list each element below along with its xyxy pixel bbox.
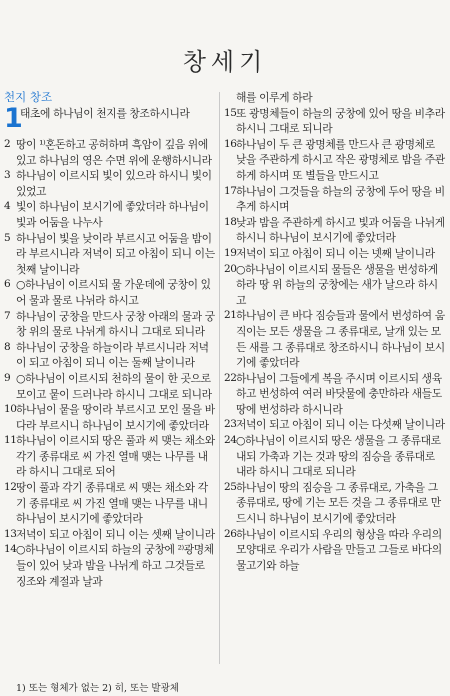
verse [224, 215, 446, 246]
verse-text: 태초에 하나님이 천지를 창조하시니라 [20, 107, 190, 120]
verse-number: 9 [4, 371, 11, 384]
verse [4, 168, 216, 199]
verse-number: 22 [224, 371, 237, 384]
verse [4, 137, 216, 168]
verse [4, 433, 216, 480]
verse-text: 하나님이 궁창을 만드사 궁창 아래의 물과 궁창 위의 물로 나뉘게 하시니 그대로 되니라 [16, 309, 215, 339]
verse-text: 하나님이 궁창을 하늘이라 부르시니라 저녁이 되고 아침이 되니 이는 둘째 날이니라 [16, 340, 209, 370]
verse-number: 7 [4, 309, 11, 322]
verse-text: ○하나님이 이르시되 하늘의 궁창에 ²⁾광명체들이 있어 낮과 밤을 나뉘게 하고 그것들로 징조와 계절과 날과 [16, 543, 214, 588]
verse [224, 527, 446, 574]
verse [224, 137, 446, 184]
verse-number: 19 [224, 246, 237, 259]
verse-number: 10 [4, 403, 17, 416]
verse-text: ○하나님이 이르시되 물 가운데에 궁창이 있어 물과 물로 나뉘라 하시고 [16, 278, 211, 307]
verse [224, 246, 446, 262]
verse-text: 낮과 밤을 주관하게 하시고 빛과 어둠을 나뉘게 하시니 하나님이 보시기에 좋았더라 [236, 215, 445, 245]
verse-text: ○하나님이 이르시되 천하의 물이 한 곳으로 모이고 뭍이 드러나라 하시니 그대로 되니라 [16, 371, 212, 401]
verse [4, 340, 216, 371]
verse-text: 하나님이 그것들을 하늘의 궁창에 두어 땅을 비추게 하시며 [236, 184, 445, 214]
verse [224, 417, 446, 433]
verse-number: 6 [4, 278, 11, 291]
verse-number: 25 [224, 480, 237, 493]
verse [224, 262, 446, 309]
verse-number: 15 [224, 106, 237, 119]
verse-number: 2 [4, 138, 11, 150]
verse-number: 17 [224, 184, 237, 197]
verse-text: 저녁이 되고 아침이 되니 이는 셋째 날이니라 [16, 527, 215, 541]
verse [4, 402, 216, 433]
verse [4, 199, 216, 230]
verse [224, 433, 446, 480]
verse [4, 231, 216, 278]
verse-text: 하나님이 이르시되 우리의 형상을 따라 우리의 모양대로 우리가 사람을 만들고 그들로 바다의 물고기와 하늘 [236, 527, 442, 572]
verse [224, 480, 446, 527]
verse-text: 하나님이 이르시되 땅은 풀과 씨 맺는 채소와 각기 종류대로 씨 가진 열매 맺는 나무를 내라 하시니 그대로 되어 [16, 434, 215, 479]
verse [224, 308, 446, 370]
verse-number: 21 [224, 309, 237, 322]
verse-number: 8 [4, 340, 11, 353]
verse-number: 5 [4, 231, 11, 244]
chapter-number: 1 [4, 103, 23, 134]
verse-text: 하나님이 큰 바다 짐승들과 물에서 번성하여 움직이는 모든 생물을 그 종류대로, 날개 있는 모든 새를 그 종류대로 창조하시니 하나님이 보시기에 좋았더라 [236, 309, 445, 370]
verse-text: 하나님이 땅의 짐승을 그 종류대로, 가축을 그 종류대로, 땅에 기는 모든 것을 그 종류대로 만드시니 하나님이 보시기에 좋았더라 [236, 480, 441, 526]
verse [4, 309, 216, 340]
verse [4, 480, 216, 527]
verse-text: 하나님이 빛을 낮이라 부르시고 어둠을 밤이라 부르시니라 저녁이 되고 아침이 되니 이는 첫째 날이니라 [16, 231, 215, 276]
verse-text: 저녁이 되고 아침이 되니 이는 다섯째 날이니라 [236, 418, 445, 432]
verse-text: 빛이 하나님이 보시기에 좋았더라 하나님이 빛과 어둠을 나누사 [16, 200, 209, 229]
verse-number: 3 [4, 169, 11, 182]
verse [4, 277, 216, 308]
verse-text: 땅이 풀과 각기 종류대로 씨 맺는 채소와 각기 종류대로 씨 가진 열매 맺는 나무를 내니 하나님이 보시기에 좋았더라 [16, 481, 208, 526]
verse-text: 해를 이루게 하라 [236, 91, 313, 104]
verse [4, 542, 216, 589]
verse [224, 90, 446, 106]
verse-number: 14 [4, 543, 17, 556]
verse [4, 371, 216, 402]
book-title: 창세기 [182, 48, 268, 76]
section-heading: 천지 창조 [4, 90, 53, 104]
verse-text: 또 광명체들이 하늘의 궁창에 있어 땅을 비추라 하시니 그대로 되니라 [236, 106, 445, 136]
column-divider [219, 92, 220, 664]
verse-number: 11 [4, 434, 17, 447]
verse-text: 하나님이 그들에게 복을 주시며 이르시되 생육하고 번성하여 여러 바닷물에 충만하라 새들도 땅에 번성하라 하시니라 [236, 371, 442, 416]
verse [224, 371, 446, 418]
verse-number: 20 [224, 262, 237, 275]
verse-text: 땅이 ¹⁾혼돈하고 공허하며 흑암이 깊음 위에 있고 하나님의 영은 수면 위에 운행하시니라 [16, 138, 212, 167]
verse [224, 106, 446, 137]
footnote: 1) 또는 형체가 없는 2) 히, 또는 발광체 [16, 683, 179, 694]
verse-text: 하나님이 뭍을 땅이라 부르시고 모인 물을 바다라 부르시니 하나님이 보시기에 좋았더라 [16, 403, 215, 432]
right-column [224, 90, 446, 573]
verse-text: 하나님이 두 큰 광명체를 만드사 큰 광명체로 낮을 주관하게 하시고 작은 광명체로 밤을 주관하게 하시며 또 별들을 만드시고 [236, 137, 445, 182]
verse-text: ○하나님이 이르시되 땅은 생물을 그 종류대로 내되 가축과 기는 것과 땅의 짐승을 종류대로 내라 하시니 그대로 되니라 [236, 434, 441, 479]
verse-number: 13 [4, 527, 17, 540]
verse-number: 4 [4, 200, 11, 213]
verse-number: 26 [224, 527, 237, 540]
verse-number: 16 [224, 137, 237, 150]
verse-number: 18 [224, 215, 237, 228]
verse [4, 103, 216, 137]
verse [224, 184, 446, 215]
verse [4, 527, 216, 543]
verse-number: 24 [224, 434, 237, 447]
left-column [4, 90, 216, 589]
verse-text: ○하나님이 이르시되 물들은 생물을 번성하게 하라 땅 위 하늘의 궁창에는 새가 날으라 하시고 [236, 262, 438, 307]
verse-number: 12 [4, 481, 17, 494]
verse-text: 저녁이 되고 아침이 되니 이는 넷째 날이니라 [236, 246, 435, 260]
verse-number: 23 [224, 418, 237, 431]
verse-text: 하나님이 이르시되 빛이 있으라 하시니 빛이 있었고 [16, 169, 212, 198]
